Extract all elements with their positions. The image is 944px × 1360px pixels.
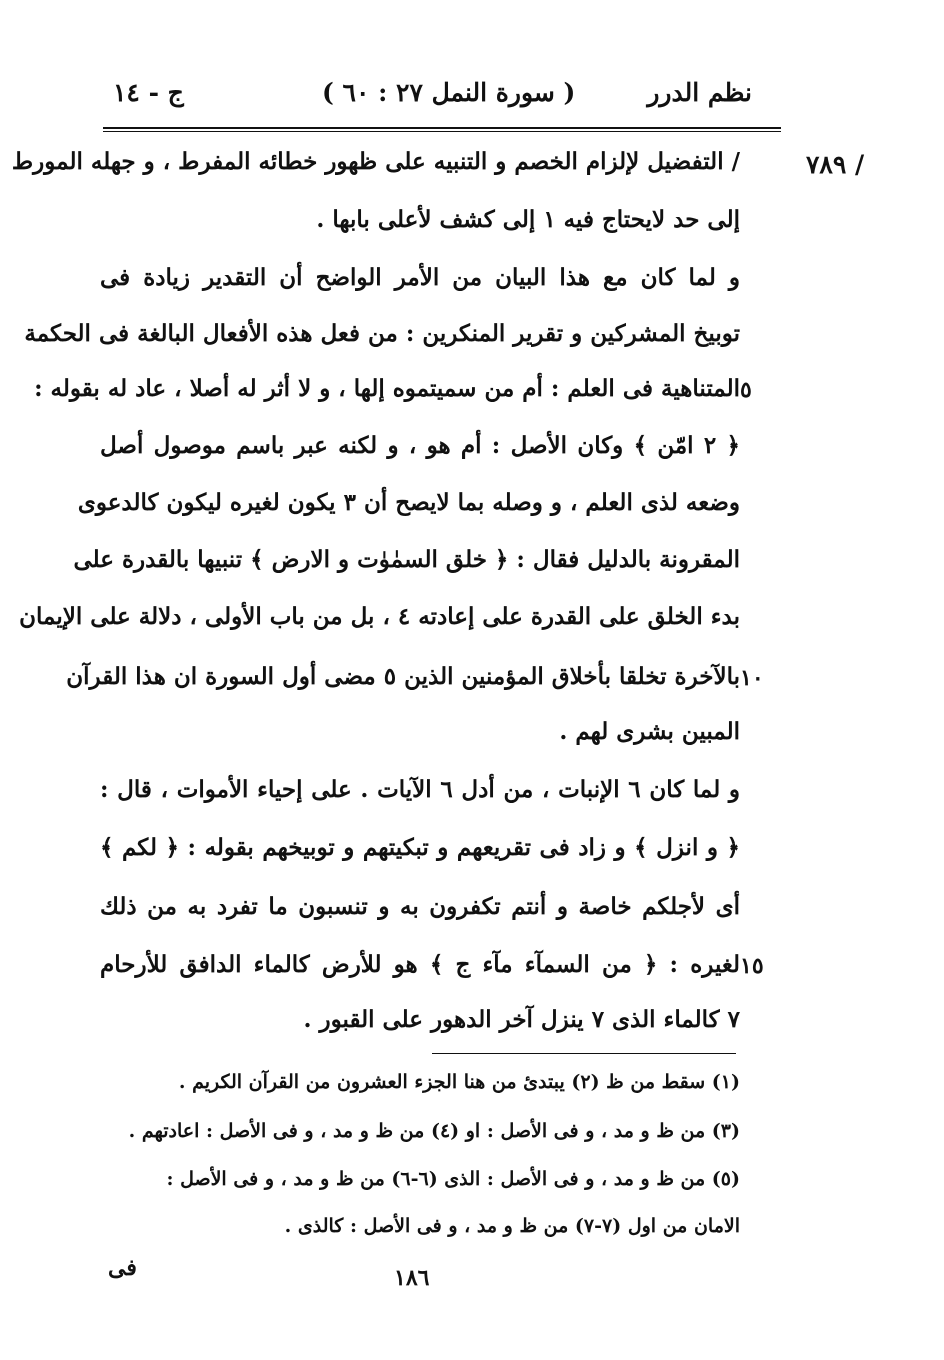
body-line: المتناهية فى العلم : أم من سميتموه إلها ، و لا أثر له أصلا ، عاد له بقوله :	[34, 375, 740, 402]
body-line: بدء الخلق على القدرة على إعادته ٤ ، بل من باب الأولى ، دلالة على الإيمان	[19, 603, 740, 630]
body-line: وضعه لذى العلم ، و وصله بما لايصح أن ٣ يكون لغيره ليكون كالدعوى	[77, 489, 740, 516]
body-line: و لما كان ٦ الإنبات ، من أدل ٦ الآيات . على إحياء الأموات ، قال :	[100, 776, 740, 803]
body-line: / التفضيل لإلزام الخصم و التنبيه على ظهور خطائه المفرط ، و جهله المورط	[11, 148, 740, 175]
body-line: أى لأجلكم خاصة و أنتم تكفرون به و تنسبون ما تفرد به من ذلك	[100, 893, 740, 920]
footnote-line: (٥) من ظ و مد ، و فى الأصل : الذى (٦-٦) من ظ و مد ، و فى الأصل :	[166, 1168, 740, 1190]
footnote-rule	[432, 1053, 736, 1054]
body-line: إلى حد لايحتاج فيه ١ إلى كشف لأعلى بابها .	[316, 206, 740, 233]
body-line: ﴿ ٢ امّن ﴾ وكان الأصل : أم هو ، و لكنه عبر باسم موصول أصل	[100, 432, 741, 459]
footnote-line: (٣) من ظ و مد ، و فى الأصل : او (٤) من ظ و مد ، و فى الأصل : اعادتهم .	[128, 1120, 740, 1142]
body-line: لغيره : ﴿ من السمآء مآء ج ﴾ هو للأرض كالماء الدافق للأرحام	[100, 951, 740, 978]
body-line: و لما كان مع هذا البيان من الأمر الواضح أن التقدير زيادة فى	[100, 264, 740, 291]
catchword: فى	[108, 1255, 137, 1281]
body-line: بالآخرة تخلقا بأخلاق المؤمنين الذين ٥ مضى أول السورة ان هذا القرآن	[66, 663, 740, 690]
footnote-line: (١) سقط من ظ (٢) يبتدئ من هنا الجزء العشرون من القرآن الكريم .	[178, 1071, 740, 1093]
header-rule-thin	[103, 131, 781, 132]
footnote-line: الامان من اول (٧-٧) من ظ و مد ، و فى الأصل : كالذى .	[284, 1215, 740, 1237]
body-line: توبيخ المشركين و تقرير المنكرين : من فعل هذه الأفعال البالغة فى الحكمة	[24, 320, 740, 347]
line-number-15: ١٥	[740, 953, 764, 979]
body-line: ٧ كالماء الذى ٧ ينزل آخر الدهور على القبور .	[303, 1006, 740, 1033]
manuscript-page-marker: / ٧٨٩	[806, 150, 865, 179]
body-line: ﴿ و انزل ﴾ و زاد فى تقريعهم و تبكيتهم و توبيخهم بقوله : ﴿ لكم ﴾	[100, 834, 740, 861]
header-rule	[103, 127, 781, 129]
surah-reference: ( سورة النمل ٢٧ : ٦٠ )	[322, 78, 576, 107]
line-number-5: ٥	[740, 377, 752, 403]
volume-label: ج - ١٤	[113, 78, 184, 107]
page-number: ١٨٦	[394, 1265, 430, 1291]
body-line: المقرونة بالدليل فقال : ﴿ خلق السمٰوٰت و الارض ﴾ تنبيها بالقدرة على	[73, 546, 740, 573]
book-title: نظم الدرر	[647, 78, 752, 107]
line-number-10: ١٠	[740, 665, 764, 691]
body-line: المبين بشرى لهم .	[559, 718, 740, 745]
